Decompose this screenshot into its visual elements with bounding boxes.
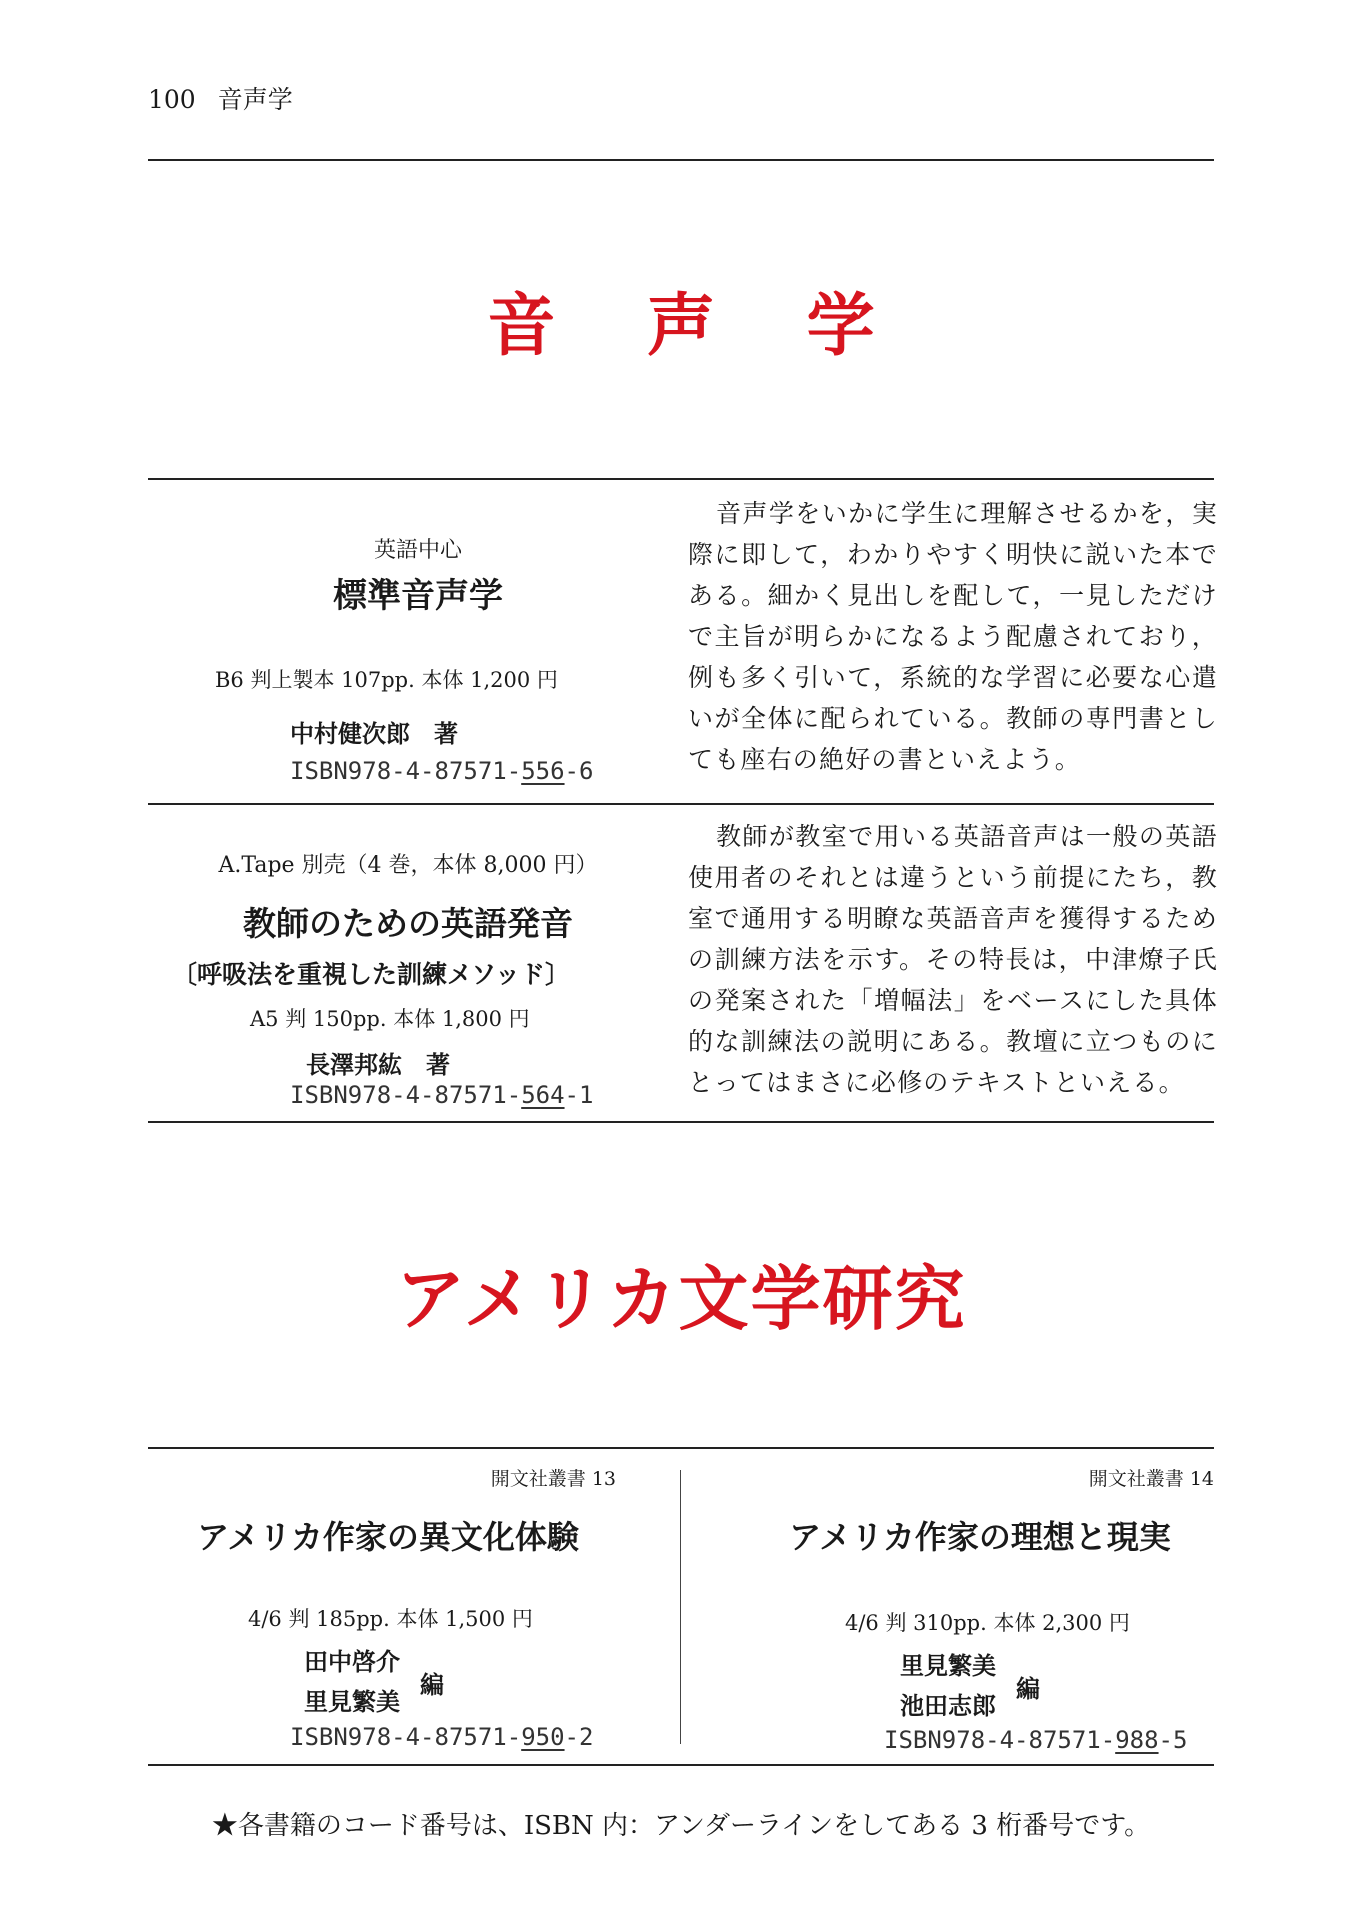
author-role: 著: [426, 1051, 450, 1079]
book-description: 音声学をいかに学生に理解させるかを，実際に即して，わかりやすく明快に説いた本である。細かく見出しを配して，一見しただけで主旨が明らかになるよう配慮されており，例も多く引いて，系統的な学習に必要な心遣いが全体に配られている。教師の専門書としても座右の絶好の書といえよう。: [688, 499, 1218, 774]
book-series: 開文社叢書 13: [490, 1468, 616, 1490]
editor-name: 池田志郎: [900, 1692, 996, 1720]
book-author: [290, 714, 458, 749]
editor-name: 田中啓介: [304, 1648, 400, 1676]
section-title-american-literature: アメリカ文学研究: [395, 1258, 967, 1340]
column-divider: [680, 1470, 681, 1744]
isbn-prefix: ISBN978-4-87571-: [290, 757, 522, 785]
footnote: ★各書籍のコード番号は、ISBN 内：アンダーラインをしてある 3 桁番号です。: [211, 1811, 1151, 1841]
isbn-suffix: -1: [564, 1081, 594, 1109]
editor-name: 里見繁美: [900, 1652, 996, 1680]
book-subtitle: 〔呼吸法を重視した訓練メソッド〕: [172, 960, 571, 989]
book-isbn: [884, 1726, 1187, 1754]
book-series: 英語中心: [373, 538, 462, 563]
editor-names: [304, 1642, 400, 1722]
book-editors: [304, 1642, 444, 1722]
book-specs: A5 判 150pp. 本体 1,800 円: [250, 1007, 530, 1031]
book-specs: B6 判上製本 107pp. 本体 1,200 円: [215, 668, 558, 692]
section-rule: [148, 1764, 1214, 1766]
section-rule: [148, 1447, 1214, 1449]
editor-role: 編: [420, 1670, 444, 1699]
author-name: 中村健次郎: [290, 720, 410, 748]
isbn-code: 950: [521, 1723, 565, 1751]
isbn-suffix: -2: [564, 1723, 594, 1751]
book-series: 開文社叢書 14: [1088, 1468, 1214, 1490]
book-description: 教師が教室で用いる英語音声は一般の英語使用者のそれとは違うという前提にたち，教室で通用する明瞭な英語音声を獲得するための訓練方法を示す。その特長は，中津燎子氏の発案された「増幅法」をベースにした具体的な訓練法の説明にある。教壇に立つものにとってはまさに必修のテキストといえる。: [688, 822, 1218, 1097]
book-isbn: [290, 1723, 593, 1751]
book-specs: 4/6 判 310pp. 本体 2,300 円: [845, 1611, 1130, 1635]
header-rule: [148, 159, 1214, 161]
book-title: 教師のための英語発音: [243, 904, 573, 943]
section-rule: [148, 1121, 1214, 1123]
isbn-prefix: ISBN978-4-87571-: [290, 1723, 522, 1751]
isbn-suffix: -6: [564, 757, 594, 785]
book-specs: 4/6 判 185pp. 本体 1,500 円: [248, 1607, 533, 1631]
editor-name: 里見繁美: [304, 1688, 400, 1716]
editor-role: 編: [1016, 1674, 1040, 1703]
section-title-phonetics: 音 声 学: [487, 287, 909, 366]
running-head: [148, 80, 293, 116]
isbn-code: 988: [1115, 1726, 1159, 1754]
entry-rule: [148, 803, 1214, 805]
isbn-prefix: ISBN978-4-87571-: [290, 1081, 522, 1109]
book-title: アメリカ作家の異文化体験: [197, 1518, 579, 1556]
book-title: 標準音声学: [333, 576, 503, 616]
author-name: 長澤邦紘: [306, 1051, 402, 1079]
isbn-code: 564: [521, 1081, 565, 1109]
book-author: [306, 1045, 450, 1080]
isbn-code: 556: [521, 757, 565, 785]
page-number: 100: [148, 85, 196, 114]
isbn-prefix: ISBN978-4-87571-: [884, 1726, 1116, 1754]
section-rule: [148, 478, 1214, 480]
editor-names: [900, 1646, 996, 1726]
book-title: アメリカ作家の理想と現実: [789, 1518, 1171, 1556]
book-isbn: [290, 757, 593, 785]
author-role: 著: [434, 720, 458, 748]
book-note: A.Tape 別売（4 巻，本体 8,000 円）: [218, 853, 598, 878]
book-isbn: [290, 1081, 593, 1109]
running-title: 音声学: [217, 85, 293, 114]
book-editors: [900, 1646, 1040, 1726]
isbn-suffix: -5: [1158, 1726, 1188, 1754]
